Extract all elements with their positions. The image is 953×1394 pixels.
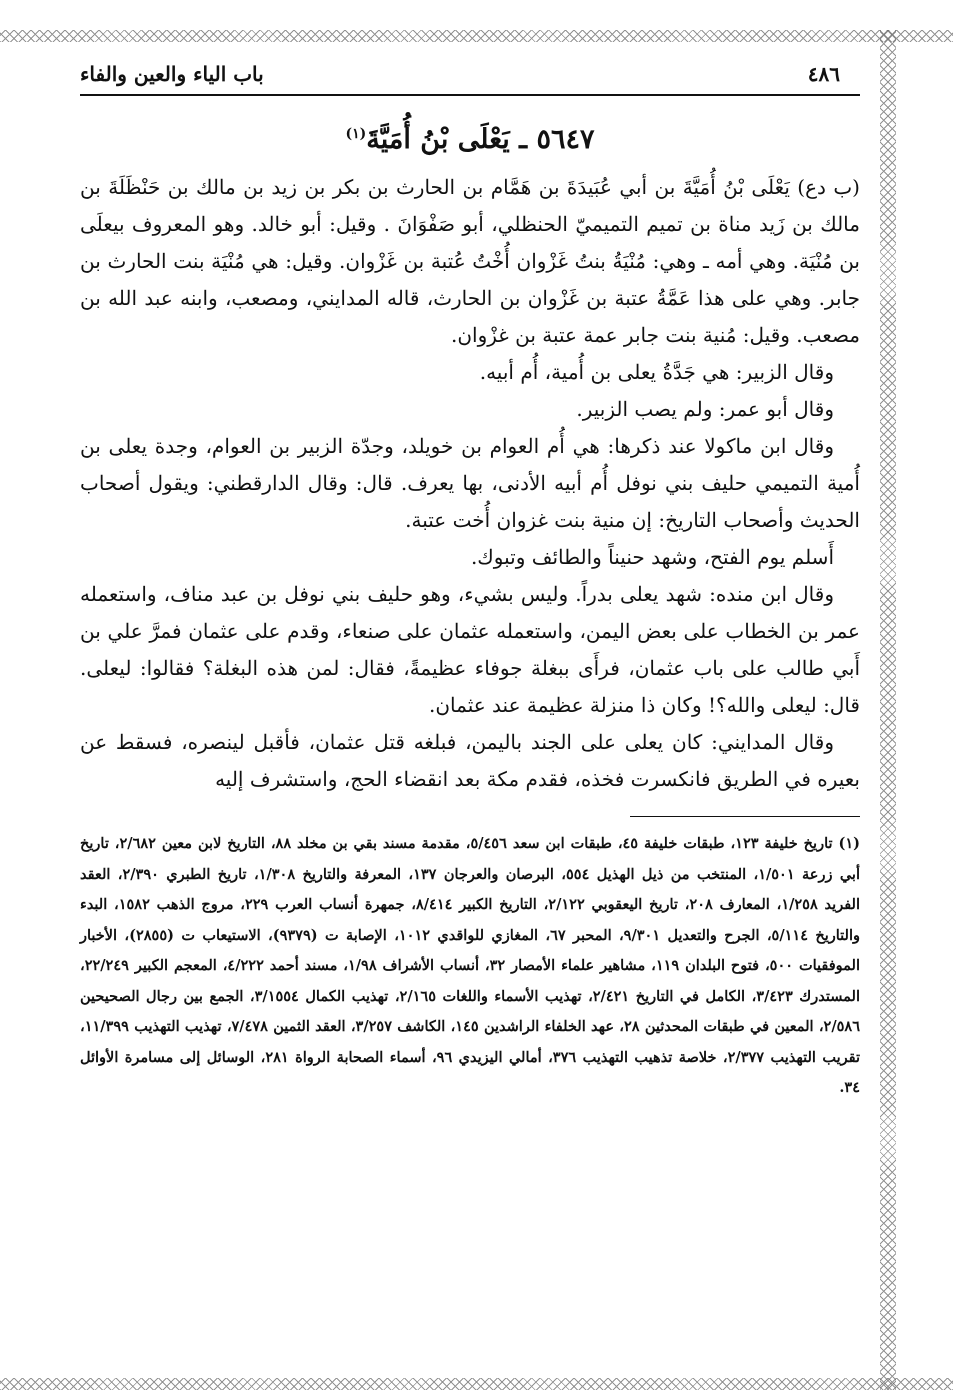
entry-body — [80, 169, 860, 798]
chapter-title: باب الياء والعين والفاء — [80, 62, 264, 86]
footnote-divider — [630, 816, 860, 817]
paragraph: أَسلم يوم الفتح، وشهد حنيناً والطائف وتبوك. — [470, 545, 834, 569]
paragraph: وقال أبو عمر: ولم يصب الزبير. — [576, 397, 834, 421]
paragraph: وقال ابن منده: شهد يعلى بدراً. وليس بشيء، وهو حليف بني نوفل بن عبد مناف، واستعمله عمر بن الخطاب على بعض اليمن، واستعمله عثمان على صنعاء، وقدم على عثمان فمرَّ علي بن أَبي طالب على باب عثمان، فرأَى ببغلة جوفاء عظيمةً، فقال: لمن هذه البغلة؟ فقالوا: ليعلى. قال: ليعلى والله؟! وكان ذا منزلة عظيمة عند عثمان. — [80, 582, 860, 717]
running-head — [80, 50, 860, 96]
footnote: (١) تاريخ خليفة ١٢٣، طبقات خليفة ٤٥، طبقات ابن سعد ٥/٤٥٦، مقدمة مسند بقي بن مخلد ٨٨، التاريخ لابن معين ٢/٦٨٢، تاريخ أبي زرعة ١/٥٠١، المنتخب من ذيل الهذيل ٥٥٤، البرصان والعرجان ١٣٧، المعرفة والتاريخ ١/٣٠٨، تاريخ الطبري ٢/٣٩٠، العقد الفريد ١/٢٥٨، المعارف ٢٠٨، تاريخ اليعقوبي ٢/١٢٢، التاريخ الكبير ٨/٤١٤، جمهرة أنساب العرب ٢٢٩، مروج الذهب ١٥٨٢، البدء والتاريخ ٥/١١٤، الجرح والتعديل ٩/٣٠١، المحبر ٦٧، المغازي للواقدي ١٠١٢، الإصابة ت (٩٣٧٩)، الاستيعاب ت (٢٨٥٥)، الأخبار الموفقيات ٥٠٠، فتوح البلدان ١١٩، مشاهير علماء الأمصار ٣٢، أنساب الأشراف ١/٩٨، مسند أحمد ٤/٢٢٢، المعجم الكبير ٢٢/٢٤٩، المستدرك ٣/٤٢٣، الكامل في التاريخ ٢/٤٢١، تهذيب الأسماء واللغات ٢/١٦٥، تهذيب الكمال ٣/١٥٥٤، الجمع بين رجال الصحيحين ٢/٥٨٦، المعين في طبقات المحدثين ٢٨، عهد الخلفاء الراشدين ١٤٥، الكاشف ٣/٢٥٧، العقد الثمين ٧/٤٧٨، تهذيب التهذيب ١١/٣٩٩، تقريب التهذيب ٢/٣٧٧، خلاصة تذهيب التهذيب ٣٧٦، أمالي اليزيدي ٩٦، أسماء الصحابة الرواة ٢٨١، الوسائل إلى مسامرة الأوائل ٣٤. — [80, 835, 860, 1096]
decorative-border-top — [0, 30, 953, 42]
decorative-border-bottom — [0, 1378, 953, 1390]
paragraph: وقال المدايني: كان يعلى على الجند باليمن، فبلغه قتل عثمان، فأقبل لينصره، فسقط عن بعيره في الطريق فانكسرت فخذه، فقدم مكة بعد انقضاء الحج، واستشرف إليه — [80, 730, 860, 791]
entry-title-text: ٥٦٤٧ ـ يَعْلَى بْنُ أُمَيَّةَ — [366, 124, 595, 155]
entry-title — [80, 124, 860, 155]
page — [80, 50, 860, 1370]
footnote-ref: (١) — [345, 126, 367, 142]
page-number: ٤٨٦ — [807, 62, 840, 86]
paragraph: (ب دع) يَعْلَى بْنُ أُمَيَّةَ بن أبي عُبَيدَةَ بن هَمَّام بن الحارث بن بكر بن زيد بن مالك بن حَنْظَلَةَ بن مالك بن زَيد مناة بن تميم التميميّ الحنظلي، أبو صَفْوَانَ . وقيل: أبو خالد. وهو المعروف بيعلَى بن مُنْيَة. وهي أمه ـ وهي: مُنْيَةُ بنتُ غَزْوان أُخْتُ عُتبة بن غَزْوان. وقيل: هي مُنْيَة بنت الحارث بن جابر. وهي على هذا عَمَّةُ عتبة بن غَزْوان بن الحارث، قاله المدايني، ومصعب، وابنه عبد الله بن مصعب. وقيل: مُنية بنت جابر عمة عتبة بن غزْوان. — [80, 175, 860, 347]
decorative-border-right — [880, 30, 896, 1390]
paragraph: وقال ابن ماكولا عند ذكرها: هي أُم العوام بن خويلد، وجدّة الزبير بن العوام، وجدة يعلى بن أُمية التميمي حليف بني نوفل أُم أبيه الأدنى، بها يعرف. قال: وقال الدارقطني: ويقول أصحاب الحديث وأصحاب التاريخ: إن منية بنت غزوان أُخت عتبة. — [80, 434, 860, 532]
footnotes — [80, 829, 860, 1104]
paragraph: وقال الزبير: هي جَدَّةُ يعلى بن أُمية، أُم أبيه. — [479, 360, 834, 384]
